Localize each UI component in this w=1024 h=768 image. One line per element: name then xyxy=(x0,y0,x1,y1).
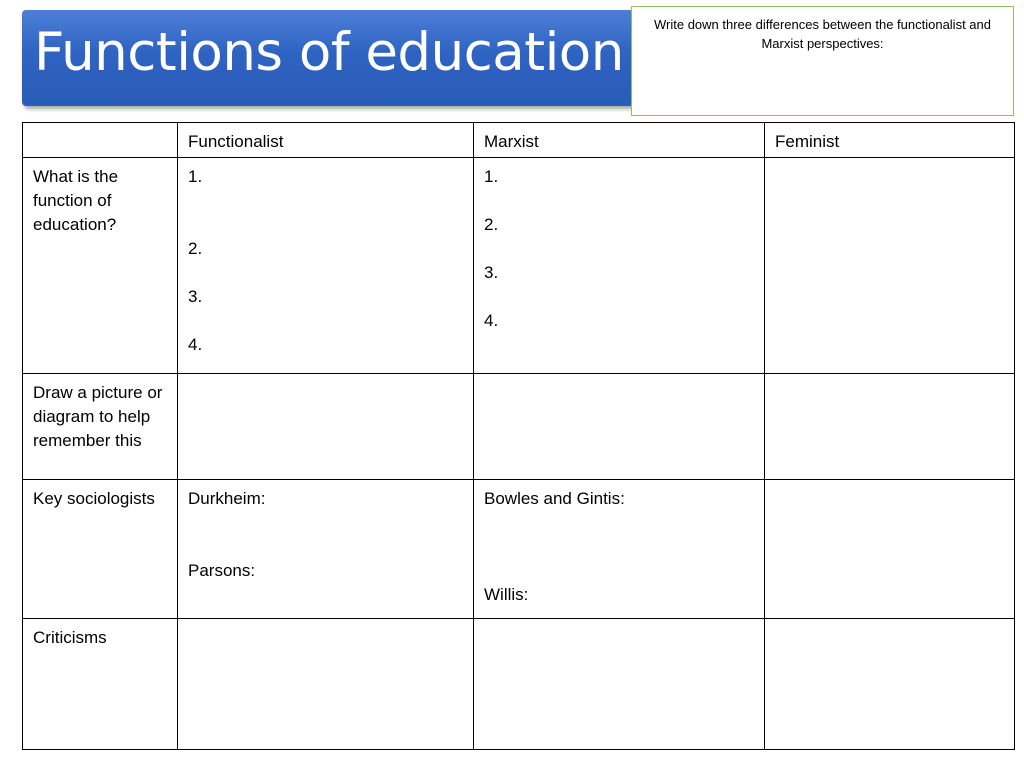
row-function xyxy=(23,158,1015,374)
cell-functionalist-sociologists[interactable] xyxy=(178,480,474,619)
row-label-sociologists: Key sociologists xyxy=(23,480,178,619)
row-label-picture: Draw a picture or diagram to help remember this xyxy=(23,374,178,480)
instruction-text: Write down three differences between the functionalist and Marxist perspectives: xyxy=(653,17,991,51)
sociologist-parsons: Parsons: xyxy=(188,561,256,580)
header-row xyxy=(23,123,1015,158)
marxist-point-2: 2. xyxy=(484,215,499,234)
sociologist-willis: Willis: xyxy=(484,585,529,604)
marxist-point-1: 1. xyxy=(484,167,499,186)
row-sociologists xyxy=(23,480,1015,619)
marxist-point-3: 3. xyxy=(484,263,499,282)
cell-feminist-sociologists[interactable] xyxy=(765,480,1015,619)
cell-functionalist-function[interactable] xyxy=(178,158,474,374)
functionalist-point-4: 4. xyxy=(188,335,203,354)
header-cell-empty xyxy=(23,123,178,158)
cell-marxist-sociologists[interactable] xyxy=(474,480,765,619)
header-feminist: Feminist xyxy=(765,123,1015,158)
functionalist-point-1: 1. xyxy=(188,167,203,186)
worksheet-table xyxy=(22,122,1015,750)
functionalist-point-2: 2. xyxy=(188,239,203,258)
row-label-function: What is the function of education? xyxy=(23,158,178,374)
page-title: Functions of education xyxy=(34,22,624,83)
cell-marxist-picture[interactable] xyxy=(474,374,765,480)
cell-functionalist-criticisms[interactable] xyxy=(178,619,474,750)
header-functionalist: Functionalist xyxy=(178,123,474,158)
title-banner xyxy=(22,10,634,106)
cell-feminist-picture[interactable] xyxy=(765,374,1015,480)
cell-feminist-criticisms[interactable] xyxy=(765,619,1015,750)
cell-marxist-function[interactable] xyxy=(474,158,765,374)
header-marxist: Marxist xyxy=(474,123,765,158)
functionalist-point-3: 3. xyxy=(188,287,203,306)
row-criticisms xyxy=(23,619,1015,750)
row-label-criticisms: Criticisms xyxy=(23,619,178,750)
sociologist-bowles-gintis: Bowles and Gintis: xyxy=(484,489,625,508)
marxist-point-4: 4. xyxy=(484,311,499,330)
instruction-box xyxy=(631,6,1014,116)
cell-feminist-function[interactable] xyxy=(765,158,1015,374)
cell-marxist-criticisms[interactable] xyxy=(474,619,765,750)
sociologist-durkheim: Durkheim: xyxy=(188,489,266,508)
cell-functionalist-picture[interactable] xyxy=(178,374,474,480)
row-picture xyxy=(23,374,1015,480)
